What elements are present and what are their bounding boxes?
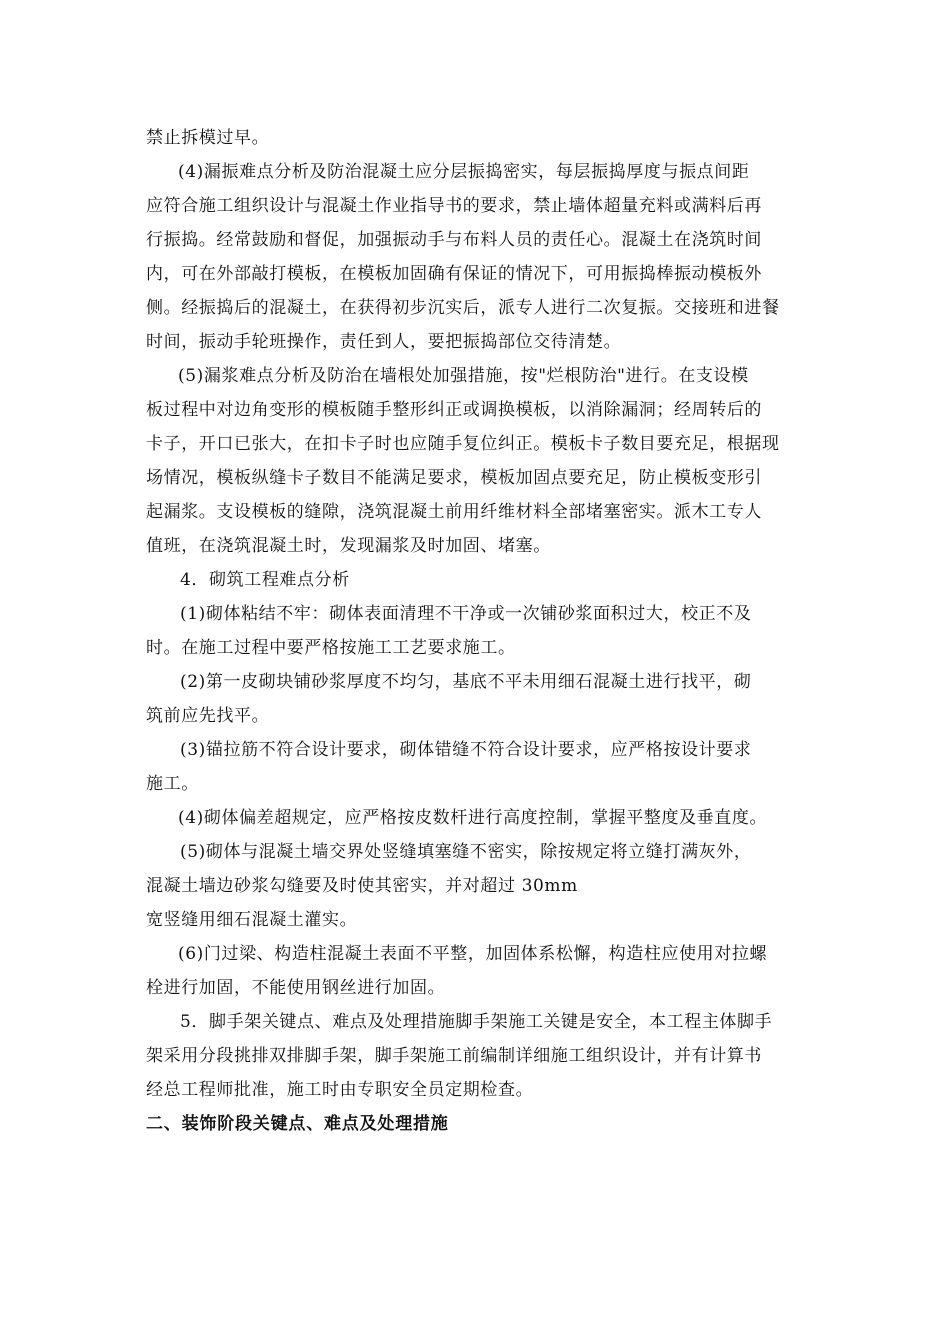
text-line: 板过程中对边角变形的模板随手整形纠正或调换模板，以消除漏洞；经周转后的 [146, 400, 762, 420]
text-line: 5．脚手架关键点、难点及处理措施脚手架施工关键是安全，本工程主体脚手 [180, 1012, 773, 1032]
text-line: 内，可在外部敲打模板，在模板加固确有保证的情况下，可用振捣棒振动模板外 [146, 264, 762, 284]
text-line: (1)砌体粘结不牢：砌体表面清理不干净或一次铺砂浆面积过大，校正不及 [180, 604, 752, 624]
text-line: 禁止拆模过早。 [146, 128, 270, 148]
text-line: (6)门过梁、构造柱混凝土表面不平整，加固体系松懈，构造柱应使用对拉螺 [178, 944, 768, 964]
text-line: 栓进行加固，不能使用钢丝进行加固。 [146, 978, 446, 998]
text-line: 卡子，开口已张大，在扣卡子时也应随手复位纠正。模板卡子数目要充足，根据现 [146, 434, 780, 454]
text-line: (4)漏振难点分析及防治混凝土应分层振捣密实，每层振捣厚度与振点间距 [178, 162, 750, 182]
text-line: 时间，振动手轮班操作，责任到人，要把振捣部位交待清楚。 [146, 332, 622, 352]
text-line: 宽竖缝用细石混凝土灌实。 [146, 910, 358, 930]
text-line: 施工。 [146, 774, 199, 794]
text-line: (3)锚拉筋不符合设计要求，砌体错缝不符合设计要求，应严格按设计要求 [180, 740, 752, 760]
text-line: 值班，在浇筑混凝土时，发现漏浆及时加固、堵塞。 [146, 536, 551, 556]
chapter-heading: 二、装饰阶段关键点、难点及处理措施 [146, 1114, 449, 1134]
text-line: (5)砌体与混凝土墙交界处竖缝填塞缝不密实，除按规定将立缝打满灰外， [180, 842, 752, 862]
text-line: 侧。经振捣后的混凝土，在获得初步沉实后，派专人进行二次复振。交接班和进餐 [146, 298, 780, 318]
text-line: (5)漏浆难点分析及防治在墙根处加强措施，按"烂根防治"进行。在支设模 [178, 366, 749, 386]
text-line: 起漏浆。支设模板的缝隙，浇筑混凝土前用纤维材料全部堵塞密实。派木工专人 [146, 502, 762, 522]
text-line: 筑前应先找平。 [146, 706, 270, 726]
text-line: 应符合施工组织设计与混凝土作业指导书的要求，禁止墙体超量充料或满料后再 [146, 196, 762, 216]
text-line: (2)第一皮砌块铺砂浆厚度不均匀，基底不平未用细石混凝土进行找平，砌 [180, 672, 752, 692]
text-line: 混凝土墙边砂浆勾缝要及时使其密实，并对超过 30mm [146, 876, 578, 896]
text-line: 时。在施工过程中要严格按施工工艺要求施工。 [146, 638, 516, 658]
text-line: (4)砌体偏差超规定，应严格按皮数杆进行高度控制，掌握平整度及垂直度。 [178, 808, 768, 828]
text-line: 行振捣。经常鼓励和督促，加强振动手与布料人员的责任心。混凝土在浇筑时间 [146, 230, 762, 250]
text-line: 经总工程师批准，施工时由专职安全员定期检查。 [146, 1080, 534, 1100]
section-heading: 4．砌筑工程难点分析 [180, 570, 350, 590]
text-line: 架采用分段挑排双排脚手架，脚手架施工前编制详细施工组织设计，并有计算书 [146, 1046, 762, 1066]
text-line: 场情况，模板纵缝卡子数目不能满足要求，模板加固点要充足，防止模板变形引 [146, 468, 762, 488]
